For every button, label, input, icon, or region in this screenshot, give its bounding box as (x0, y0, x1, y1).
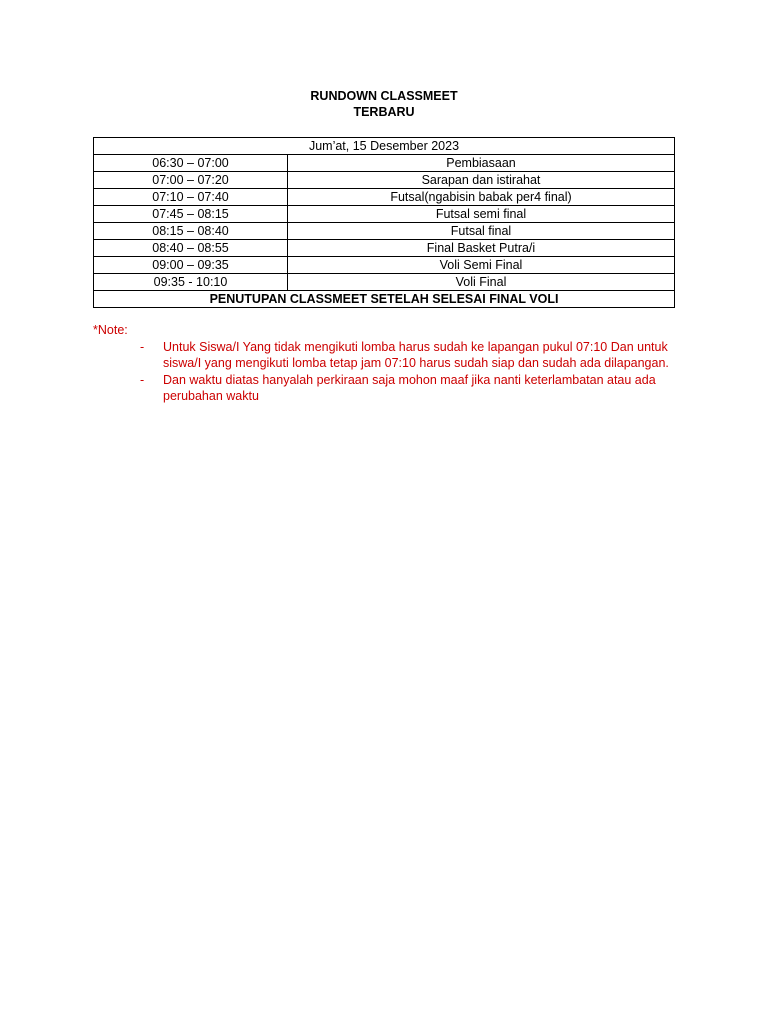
date-header: Jum’at, 15 Desember 2023 (94, 138, 675, 155)
table-row (94, 240, 675, 257)
note-section (93, 322, 693, 405)
time-cell: 09:00 – 09:35 (94, 257, 288, 274)
note-item (93, 339, 683, 372)
table-row (94, 189, 675, 206)
time-cell: 09:35 - 10:10 (94, 274, 288, 291)
activity-cell: Futsal(ngabisin babak per4 final) (288, 189, 675, 206)
time-cell: 07:00 – 07:20 (94, 172, 288, 189)
activity-cell: Final Basket Putra/i (288, 240, 675, 257)
time-cell: 08:15 – 08:40 (94, 223, 288, 240)
table-row (94, 274, 675, 291)
closing-cell: PENUTUPAN CLASSMEET SETELAH SELESAI FINAL VOLI (94, 291, 675, 308)
activity-cell: Pembiasaan (288, 155, 675, 172)
table-row (94, 155, 675, 172)
time-cell: 08:40 – 08:55 (94, 240, 288, 257)
activity-cell: Voli Semi Final (288, 257, 675, 274)
document-title: RUNDOWN CLASSMEET (310, 89, 458, 103)
document-subtitle: TERBARU (353, 105, 415, 119)
time-cell: 07:10 – 07:40 (94, 189, 288, 206)
time-cell: 06:30 – 07:00 (94, 155, 288, 172)
table-row (94, 223, 675, 240)
note-label: *Note: (93, 323, 128, 337)
time-cell: 07:45 – 08:15 (94, 206, 288, 223)
closing-row (94, 291, 675, 308)
rundown-table (93, 137, 675, 308)
bullet-dash: - (140, 372, 145, 387)
note-item (93, 372, 683, 405)
note-item-text: Untuk Siswa/I Yang tidak mengikuti lomba harus sudah ke lapangan pukul 07:10 Dan untuk siswa/I yang mengikuti lomba tetap jam 07:10 harus sudah siap dan sudah ada dilapangan. (163, 339, 669, 370)
activity-cell: Sarapan dan istirahat (288, 172, 675, 189)
activity-cell: Futsal final (288, 223, 675, 240)
activity-cell: Futsal semi final (288, 206, 675, 223)
activity-cell: Voli Final (288, 274, 675, 291)
table-row (94, 206, 675, 223)
bullet-dash: - (140, 339, 145, 354)
table-row (94, 257, 675, 274)
note-item-text: Dan waktu diatas hanyalah perkiraan saja mohon maaf jika nanti keterlambatan atau ada perubahan waktu (163, 372, 656, 403)
table-header-row (94, 138, 675, 155)
table-row (94, 172, 675, 189)
